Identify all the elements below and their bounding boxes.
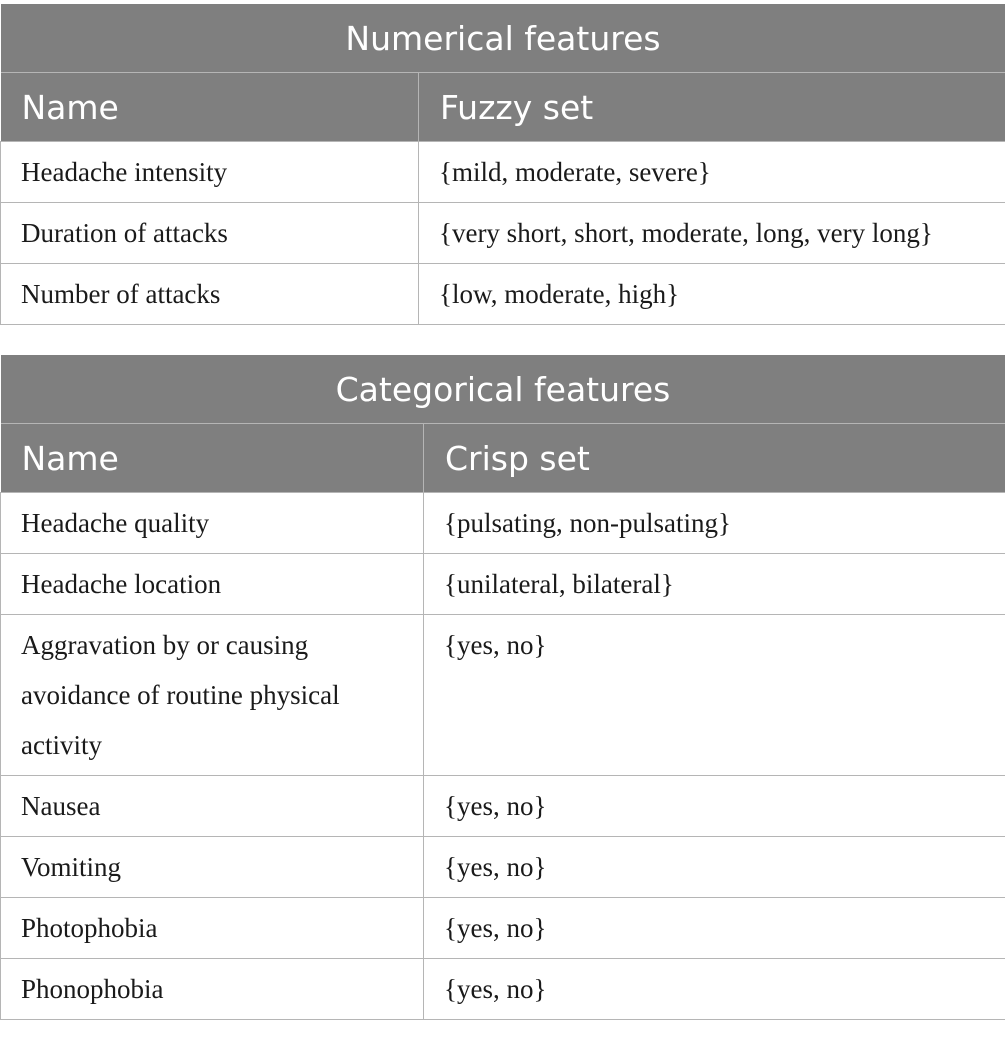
feature-set: {yes, no}: [424, 898, 1005, 959]
feature-name: Vomiting: [1, 837, 424, 898]
table-row: [1, 898, 1005, 959]
table-row: [1, 615, 1005, 776]
feature-name: Nausea: [1, 776, 424, 837]
table-title: Categorical features: [1, 355, 1005, 424]
table-row: [1, 776, 1005, 837]
table-row: [1, 554, 1005, 615]
feature-name: Duration of attacks: [1, 203, 419, 264]
column-header-name: Name: [1, 73, 419, 142]
table-title: Numerical features: [1, 4, 1005, 73]
feature-set: {yes, no}: [424, 837, 1005, 898]
column-header-crisp-set: Crisp set: [424, 424, 1005, 493]
categorical-features-table: [0, 355, 1005, 1020]
feature-set: {yes, no}: [424, 615, 1005, 776]
table-row: [1, 203, 1005, 264]
table-row: [1, 959, 1005, 1020]
table-row: [1, 142, 1005, 203]
feature-set: {pulsating, non-pulsating}: [424, 493, 1005, 554]
feature-set: {very short, short, moderate, long, very long}: [419, 203, 1005, 264]
feature-name: Photophobia: [1, 898, 424, 959]
feature-name: Headache quality: [1, 493, 424, 554]
feature-set: {low, moderate, high}: [419, 264, 1005, 325]
feature-set: {unilateral, bilateral}: [424, 554, 1005, 615]
feature-name: Headache location: [1, 554, 424, 615]
feature-set: {yes, no}: [424, 959, 1005, 1020]
feature-name: Headache intensity: [1, 142, 419, 203]
numerical-features-table: [0, 4, 1005, 325]
feature-set: {mild, moderate, severe}: [419, 142, 1005, 203]
table-row: [1, 837, 1005, 898]
feature-set: {yes, no}: [424, 776, 1005, 837]
feature-name: Number of attacks: [1, 264, 419, 325]
table-row: [1, 264, 1005, 325]
column-header-name: Name: [1, 424, 424, 493]
table-row: [1, 493, 1005, 554]
feature-name: Phonophobia: [1, 959, 424, 1020]
column-header-fuzzy-set: Fuzzy set: [419, 73, 1005, 142]
feature-name: Aggravation by or causing avoidance of routine physical activity: [1, 615, 424, 776]
